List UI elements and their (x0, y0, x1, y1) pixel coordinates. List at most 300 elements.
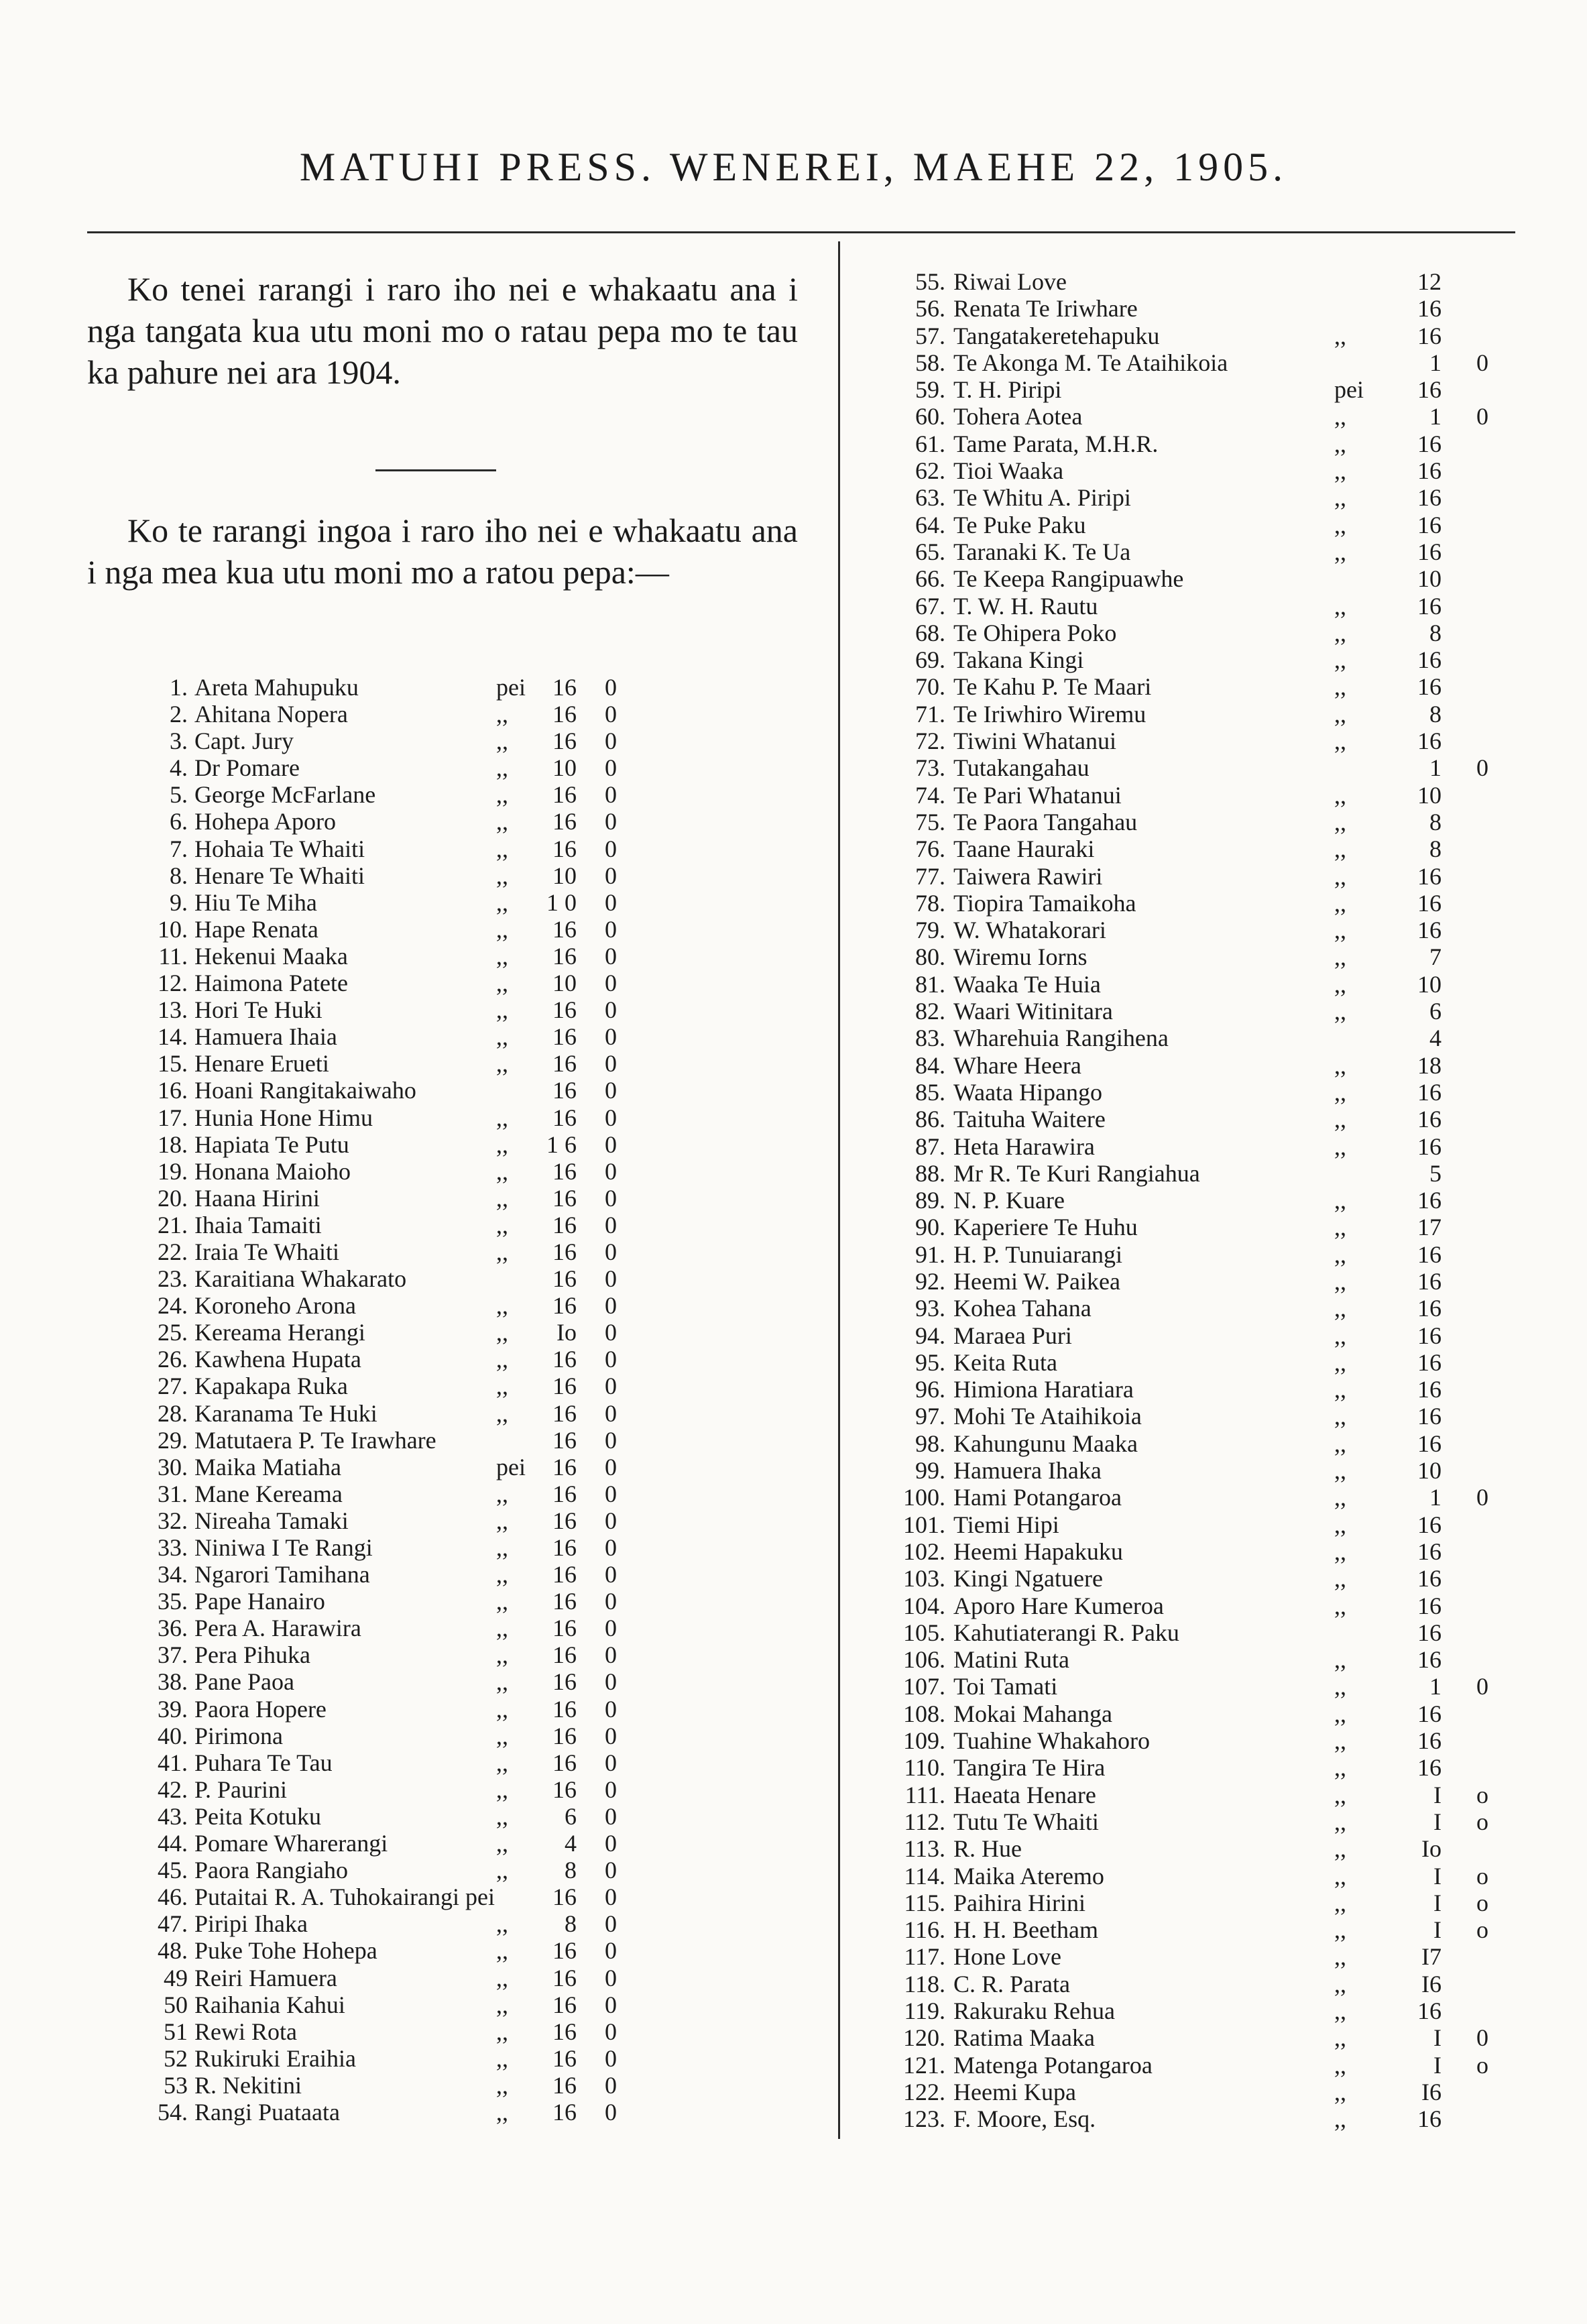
subscriber-row (872, 673, 1509, 700)
payment-amount: 16 (1417, 1348, 1442, 1376)
subscriber-number: 99. (915, 1457, 945, 1485)
subscriber-row (121, 970, 831, 996)
subscriber-name: N. P. Kuare (953, 1187, 1065, 1214)
subscriber-name: Ahitana Nopera (194, 701, 348, 728)
payment-amount: 16 (552, 1991, 577, 2018)
payment-shillings: 0 (605, 1695, 617, 1723)
subscriber-number: 83. (915, 1025, 945, 1052)
payment-shillings: 0 (605, 808, 617, 835)
payment-amount: 7 (1429, 943, 1442, 971)
subscriber-number: 38. (158, 1668, 188, 1696)
subscriber-number: 116. (904, 1916, 945, 1944)
subscriber-name: Tohera Aotea (953, 403, 1083, 430)
subscriber-number: 49 (164, 1964, 188, 1991)
ditto-mark: ,, (496, 1668, 508, 1696)
subscriber-row (872, 1890, 1509, 1916)
payment-amount: 16 (552, 942, 577, 970)
subscriber-row (872, 998, 1509, 1025)
subscriber-name: Riwai Love (953, 268, 1067, 295)
subscriber-row (872, 1673, 1509, 1700)
subscriber-row (872, 943, 1509, 970)
payment-amount: 5 (1429, 1159, 1442, 1187)
subscriber-row (872, 1214, 1509, 1240)
subscriber-name: P. Paurini (194, 1776, 288, 1803)
subscriber-row (872, 620, 1509, 646)
subscriber-number: 85. (915, 1078, 945, 1106)
ditto-mark: ,, (496, 970, 508, 997)
ditto-mark: ,, (1334, 1700, 1346, 1727)
payment-amount: 17 (1417, 1214, 1442, 1241)
subscriber-number: 89. (915, 1187, 945, 1214)
subscriber-number: 118. (904, 1970, 945, 1997)
payment-shillings: 0 (605, 2098, 617, 2126)
subscriber-row (121, 1776, 831, 1803)
payment-amount: 16 (552, 1534, 577, 1561)
payment-shillings: 0 (605, 1615, 617, 1642)
payment-amount: 16 (552, 1695, 577, 1723)
subscriber-number: 13. (158, 996, 188, 1024)
subscriber-name: Kapakapa Ruka (194, 1373, 348, 1400)
subscriber-row (872, 754, 1509, 781)
payment-shillings: 0 (605, 1937, 617, 1965)
subscriber-row (121, 1588, 831, 1615)
payment-amount: 16 (552, 1668, 577, 1696)
subscriber-row (872, 1619, 1509, 1646)
subscriber-number: 22. (158, 1238, 188, 1265)
payment-shillings: 0 (605, 1830, 617, 1857)
subscriber-row (121, 781, 831, 808)
payment-shillings: 0 (605, 1507, 617, 1534)
ditto-mark: ,, (496, 2071, 508, 2099)
payment-amount: 10 (1417, 970, 1442, 998)
subscriber-row (872, 1808, 1509, 1835)
payment-amount: 16 (552, 1104, 577, 1131)
subscriber-row (121, 728, 831, 754)
subscriber-number: 42. (158, 1776, 188, 1803)
payment-shillings: 0 (605, 1346, 617, 1373)
subscriber-name: Keita Ruta (953, 1348, 1057, 1376)
ditto-mark: ,, (496, 1480, 508, 1507)
subscriber-number: 34. (158, 1561, 188, 1588)
subscriber-name: Te Pari Whatanui (953, 781, 1122, 809)
subscriber-number: 6. (170, 808, 188, 835)
ditto-mark: ,, (496, 2044, 508, 2072)
payment-amount: 16 (1417, 2105, 1442, 2133)
ditto-mark: ,, (1334, 1322, 1346, 1349)
ditto-mark: ,, (1334, 673, 1346, 701)
subscriber-name: Pera Pihuka (194, 1641, 310, 1669)
subscriber-row (121, 1749, 831, 1776)
subscriber-name: Aporo Hare Kumeroa (953, 1592, 1164, 1619)
payment-amount: 16 (552, 1265, 577, 1293)
payment-amount: I (1433, 1781, 1442, 1808)
payment-amount: I (1433, 1889, 1442, 1916)
payment-amount: 16 (552, 1238, 577, 1265)
subscriber-row (872, 1160, 1509, 1187)
payment-shillings: o (1476, 1808, 1488, 1835)
subscriber-row (121, 1830, 831, 1857)
header-rule (87, 231, 1515, 233)
subscriber-number: 39. (158, 1695, 188, 1723)
subscriber-list-left (121, 674, 831, 2126)
subscriber-number: 96. (915, 1376, 945, 1403)
payment-amount: I (1433, 1862, 1442, 1890)
subscriber-row (872, 1322, 1509, 1349)
payment-shillings: 0 (605, 1641, 617, 1669)
subscriber-number: 24. (158, 1292, 188, 1320)
subscriber-name: Mr R. Te Kuri Rangiahua (953, 1159, 1200, 1187)
ditto-mark: ,, (1334, 943, 1346, 971)
subscriber-row (872, 917, 1509, 943)
payment-amount: 16 (552, 1588, 577, 1615)
subscriber-name: Honana Maioho (194, 1157, 351, 1185)
payment-amount: 16 (1417, 1267, 1442, 1295)
subscriber-number: 69. (915, 646, 945, 674)
subscriber-name: Te Kahu P. Te Maari (953, 673, 1152, 701)
ditto-mark: ,, (1334, 1403, 1346, 1430)
subscriber-number: 50 (164, 1991, 188, 2018)
subscriber-name: Hamuera Ihaia (194, 1023, 337, 1051)
subscriber-number: 30. (158, 1453, 188, 1480)
subscriber-name: Takana Kingi (953, 646, 1084, 674)
subscriber-name: Putaitai R. A. Tuhokairangi pei (194, 1883, 495, 1911)
payment-amount: Io (556, 1319, 577, 1346)
payment-amount: 10 (552, 862, 577, 889)
subscriber-row (121, 1641, 831, 1668)
payment-amount: 6 (565, 1802, 577, 1830)
subscriber-row (872, 1052, 1509, 1079)
subscriber-number: 19. (158, 1157, 188, 1185)
payment-amount: 16 (552, 1399, 577, 1427)
subscriber-row (872, 1863, 1509, 1890)
subscriber-number: 9. (170, 888, 188, 916)
subscriber-number: 48. (158, 1937, 188, 1965)
payment-shillings: 0 (605, 1722, 617, 1749)
subscriber-number: 5. (170, 781, 188, 809)
subscriber-row (121, 1480, 831, 1507)
ditto-mark: ,, (496, 1104, 508, 1131)
subscriber-row (872, 1457, 1509, 1484)
payment-amount: 16 (1417, 1727, 1442, 1755)
subscriber-name: Capt. Jury (194, 728, 294, 755)
subscriber-name: Hapiata Te Putu (194, 1130, 349, 1158)
subscriber-row (872, 1133, 1509, 1160)
subscriber-name: Tiopira Tamaikoha (953, 889, 1136, 917)
subscriber-number: 25. (158, 1319, 188, 1346)
ditto-mark: ,, (1334, 1727, 1346, 1755)
ditto-mark: ,, (1334, 1889, 1346, 1916)
ditto-mark: ,, (1334, 1348, 1346, 1376)
payment-amount: 16 (1417, 1537, 1442, 1565)
subscriber-number: 53 (164, 2071, 188, 2099)
subscriber-row (872, 835, 1509, 862)
payment-shillings: 0 (605, 1964, 617, 1991)
payment-amount: 16 (552, 1346, 577, 1373)
subscriber-name: Himiona Haratiara (953, 1376, 1134, 1403)
payment-amount: 16 (1417, 592, 1442, 620)
ditto-mark: ,, (1334, 1808, 1346, 1835)
ditto-mark: ,, (1334, 1376, 1346, 1403)
subscriber-number: 54. (158, 2098, 188, 2126)
ditto-mark: ,, (496, 1346, 508, 1373)
payment-amount: 16 (552, 1480, 577, 1507)
subscriber-name: Heemi Kupa (953, 2078, 1076, 2105)
ditto-mark: ,, (496, 1964, 508, 1991)
subscriber-row (872, 323, 1509, 349)
subscriber-row (872, 728, 1509, 754)
subscriber-number: 78. (915, 889, 945, 917)
subscriber-number: 91. (915, 1240, 945, 1268)
ditto-mark: ,, (1334, 1781, 1346, 1808)
ditto-mark: ,, (496, 1910, 508, 1938)
subscriber-number: 104. (903, 1592, 945, 1619)
payment-amount: 16 (1417, 1106, 1442, 1133)
payment-shillings: 0 (605, 1480, 617, 1507)
ditto-mark: ,, (1334, 1295, 1346, 1322)
ditto-mark: ,, (1334, 2024, 1346, 2052)
payment-amount: 16 (1417, 295, 1442, 323)
ditto-mark: ,, (1334, 862, 1346, 890)
payment-amount: 10 (1417, 781, 1442, 809)
payment-amount: 16 (1417, 1132, 1442, 1160)
subscriber-name: Areta Mahupuku (194, 674, 359, 701)
subscriber-number: 105. (903, 1619, 945, 1646)
subscriber-number: 111. (904, 1781, 945, 1808)
ditto-mark: ,, (1334, 2105, 1346, 2133)
ditto-mark: ,, (1334, 1916, 1346, 1944)
ditto-mark: ,, (1334, 1051, 1346, 1079)
subscriber-row (121, 754, 831, 781)
payment-amount: 16 (1417, 889, 1442, 917)
subscriber-name: Heemi W. Paikea (953, 1267, 1120, 1295)
subscriber-number: 79. (915, 917, 945, 944)
subscriber-number: 66. (915, 565, 945, 593)
ditto-mark: ,, (496, 1830, 508, 1857)
subscriber-row (872, 1268, 1509, 1295)
payment-amount: I (1433, 2051, 1442, 2079)
subscriber-number: 37. (158, 1641, 188, 1669)
subscriber-name: Tiemi Hipi (953, 1511, 1059, 1538)
ditto-mark: ,, (496, 1615, 508, 1642)
subscriber-number: 56. (915, 295, 945, 323)
payment-amount: 16 (552, 1050, 577, 1078)
subscriber-name: Taiwera Rawiri (953, 862, 1103, 890)
payment-amount: 16 (552, 1937, 577, 1965)
ditto-mark: ,, (496, 728, 508, 755)
subscriber-number: 115. (904, 1889, 945, 1916)
payment-shillings: 0 (1476, 403, 1488, 430)
subscriber-name: Te Paora Tangahau (953, 808, 1138, 835)
payment-shillings: 0 (605, 1883, 617, 1911)
subscriber-row (872, 2024, 1509, 2051)
subscriber-number: 43. (158, 1802, 188, 1830)
payment-amount: 16 (1417, 538, 1442, 565)
subscriber-number: 65. (915, 538, 945, 565)
payment-shillings: 0 (1476, 2024, 1488, 2052)
payment-amount: 1 (1429, 1673, 1442, 1700)
ditto-mark: ,, (496, 1561, 508, 1588)
payment-amount: 16 (1417, 322, 1442, 349)
subscriber-name: Pera A. Harawira (194, 1615, 361, 1642)
subscriber-name: W. Whatakorari (953, 917, 1106, 944)
subscriber-name: Te Keepa Rangipuawhe (953, 565, 1184, 593)
ditto-mark: ,, (1334, 889, 1346, 917)
subscriber-row (121, 1265, 831, 1292)
payment-shillings: 0 (605, 1991, 617, 2018)
payment-amount: 16 (552, 1749, 577, 1776)
ditto-mark: ,, (496, 915, 508, 943)
subscriber-row (121, 1454, 831, 1480)
subscriber-row (872, 1241, 1509, 1268)
subscriber-row (121, 1696, 831, 1723)
subscriber-list-right (872, 268, 1509, 2132)
payment-amount: 16 (552, 1157, 577, 1185)
payment-amount: 16 (552, 1453, 577, 1480)
payment-amount: 16 (552, 1776, 577, 1803)
payment-amount: 16 (1417, 1240, 1442, 1268)
payment-shillings: 0 (605, 996, 617, 1024)
subscriber-number: 28. (158, 1399, 188, 1427)
subscriber-name: Waata Hipango (953, 1078, 1103, 1106)
payment-amount: 16 (1417, 1187, 1442, 1214)
subscriber-name: C. R. Parata (953, 1970, 1070, 1997)
payment-shillings: 0 (605, 1265, 617, 1293)
subscriber-name: Maraea Puri (953, 1322, 1072, 1349)
subscriber-number: 36. (158, 1615, 188, 1642)
subscriber-name: Paora Rangiaho (194, 1857, 348, 1884)
payment-shillings: o (1476, 2051, 1488, 2079)
subscriber-number: 84. (915, 1051, 945, 1079)
subscriber-number: 117. (904, 1943, 945, 1971)
intro-paragraph-1: Ko tenei rarangi i raro iho nei e whakaatu ana i nga tangata kua utu moni mo o ratau pepa mo te tau ka pahure nei ara 1904. (87, 270, 798, 391)
payment-shillings: 0 (605, 781, 617, 809)
subscriber-name: Waaka Te Huia (953, 970, 1101, 998)
payment-amount: I (1433, 1916, 1442, 1944)
payment-shillings: 0 (605, 1561, 617, 1588)
ditto-mark: ,, (496, 1211, 508, 1238)
ditto-mark: ,, (1334, 484, 1346, 512)
payment-amount: 10 (1417, 565, 1442, 593)
ditto-mark: ,, (1334, 1565, 1346, 1592)
subscriber-number: 31. (158, 1480, 188, 1507)
payment-shillings: 0 (605, 728, 617, 755)
subscriber-name: Hekenui Maaka (194, 942, 348, 970)
subscriber-number: 81. (915, 970, 945, 998)
subscriber-row (872, 268, 1509, 295)
ditto-mark: ,, (496, 1399, 508, 1427)
payment-shillings: 0 (605, 1426, 617, 1454)
subscriber-name: Taane Hauraki (953, 835, 1095, 863)
ditto-mark: ,, (496, 1292, 508, 1320)
subscriber-row (121, 1400, 831, 1427)
subscriber-name: Mane Kereama (194, 1480, 343, 1507)
payment-amount: 16 (552, 1292, 577, 1320)
payment-amount: 16 (1417, 1700, 1442, 1727)
subscriber-number: 74. (915, 781, 945, 809)
subscriber-number: 62. (915, 457, 945, 485)
ditto-mark: ,, (496, 2018, 508, 2045)
ditto-mark: ,, (1334, 430, 1346, 457)
ditto-mark: ,, (496, 1050, 508, 1078)
subscriber-row (121, 1937, 831, 1964)
subscriber-name: Henare Te Whaiti (194, 862, 365, 889)
subscriber-name: Kingi Ngatuere (953, 1565, 1103, 1592)
subscriber-name: Raihania Kahui (194, 1991, 345, 2018)
subscriber-name: Rakuraku Rehua (953, 1997, 1115, 2024)
ditto-mark: ,, (1334, 917, 1346, 944)
subscriber-name: Matutaera P. Te Irawhare (194, 1426, 436, 1454)
ditto-mark: ,, (496, 1130, 508, 1158)
payment-shillings: 0 (605, 1238, 617, 1265)
subscriber-number: 95. (915, 1348, 945, 1376)
subscriber-number: 14. (158, 1023, 188, 1051)
subscriber-row (872, 1430, 1509, 1457)
ditto-mark: ,, (1334, 1132, 1346, 1160)
subscriber-row (121, 1104, 831, 1131)
subscriber-name: Hoani Rangitakaiwaho (194, 1077, 416, 1104)
subscriber-row (121, 1723, 831, 1749)
subscriber-row (121, 1857, 831, 1883)
payment-amount: 16 (1417, 1078, 1442, 1106)
ditto-mark: ,, (1334, 1943, 1346, 1971)
payment-shillings: 0 (605, 1292, 617, 1320)
subscriber-number: 86. (915, 1106, 945, 1133)
subscriber-number: 112. (904, 1808, 945, 1835)
payment-shillings: 0 (605, 2018, 617, 2045)
subscriber-name: Matenga Potangaroa (953, 2051, 1153, 2079)
subscriber-name: Puhara Te Tau (194, 1749, 333, 1776)
payment-amount: 16 (1417, 1403, 1442, 1430)
payment-amount: 18 (1417, 1051, 1442, 1079)
payment-amount: Io (1421, 1835, 1442, 1863)
subscriber-row (872, 646, 1509, 673)
subscriber-name: Hunia Hone Himu (194, 1104, 373, 1131)
subscriber-name: Hamuera Ihaka (953, 1457, 1102, 1485)
subscriber-row (121, 1615, 831, 1641)
subscriber-row (121, 1023, 831, 1050)
payment-amount: 10 (552, 754, 577, 782)
ditto-mark: ,, (496, 1507, 508, 1534)
subscriber-number: 46. (158, 1883, 188, 1911)
subscriber-row (872, 1916, 1509, 1943)
subscriber-number: 107. (903, 1673, 945, 1700)
subscriber-name: Nireaha Tamaki (194, 1507, 349, 1534)
ditto-mark: ,, (1334, 646, 1346, 674)
subscriber-number: 52 (164, 2044, 188, 2072)
payment-shillings: 0 (605, 1910, 617, 1938)
payment-amount: 4 (565, 1830, 577, 1857)
subscriber-row (121, 1507, 831, 1534)
subscriber-row (121, 862, 831, 889)
subscriber-name: Te Ohipera Poko (953, 619, 1117, 646)
subscriber-number: 45. (158, 1857, 188, 1884)
subscriber-name: T. W. H. Rautu (953, 592, 1098, 620)
ditto-mark: ,, (1334, 1187, 1346, 1214)
payment-shillings: 0 (605, 1130, 617, 1158)
payment-shillings: 0 (1476, 349, 1488, 376)
subscriber-number: 90. (915, 1214, 945, 1241)
payment-amount: 8 (1429, 808, 1442, 835)
ditto-mark: ,, (1334, 1997, 1346, 2024)
payment-shillings: 0 (605, 1023, 617, 1051)
payment-shillings: 0 (605, 970, 617, 997)
ditto-mark: ,, (1334, 998, 1346, 1025)
subscriber-number: 106. (903, 1646, 945, 1674)
subscriber-name: H. P. Tunuiarangi (953, 1240, 1123, 1268)
payment-amount: 16 (1417, 1430, 1442, 1457)
payment-amount: 1 (1429, 349, 1442, 376)
subscriber-row (121, 1050, 831, 1077)
